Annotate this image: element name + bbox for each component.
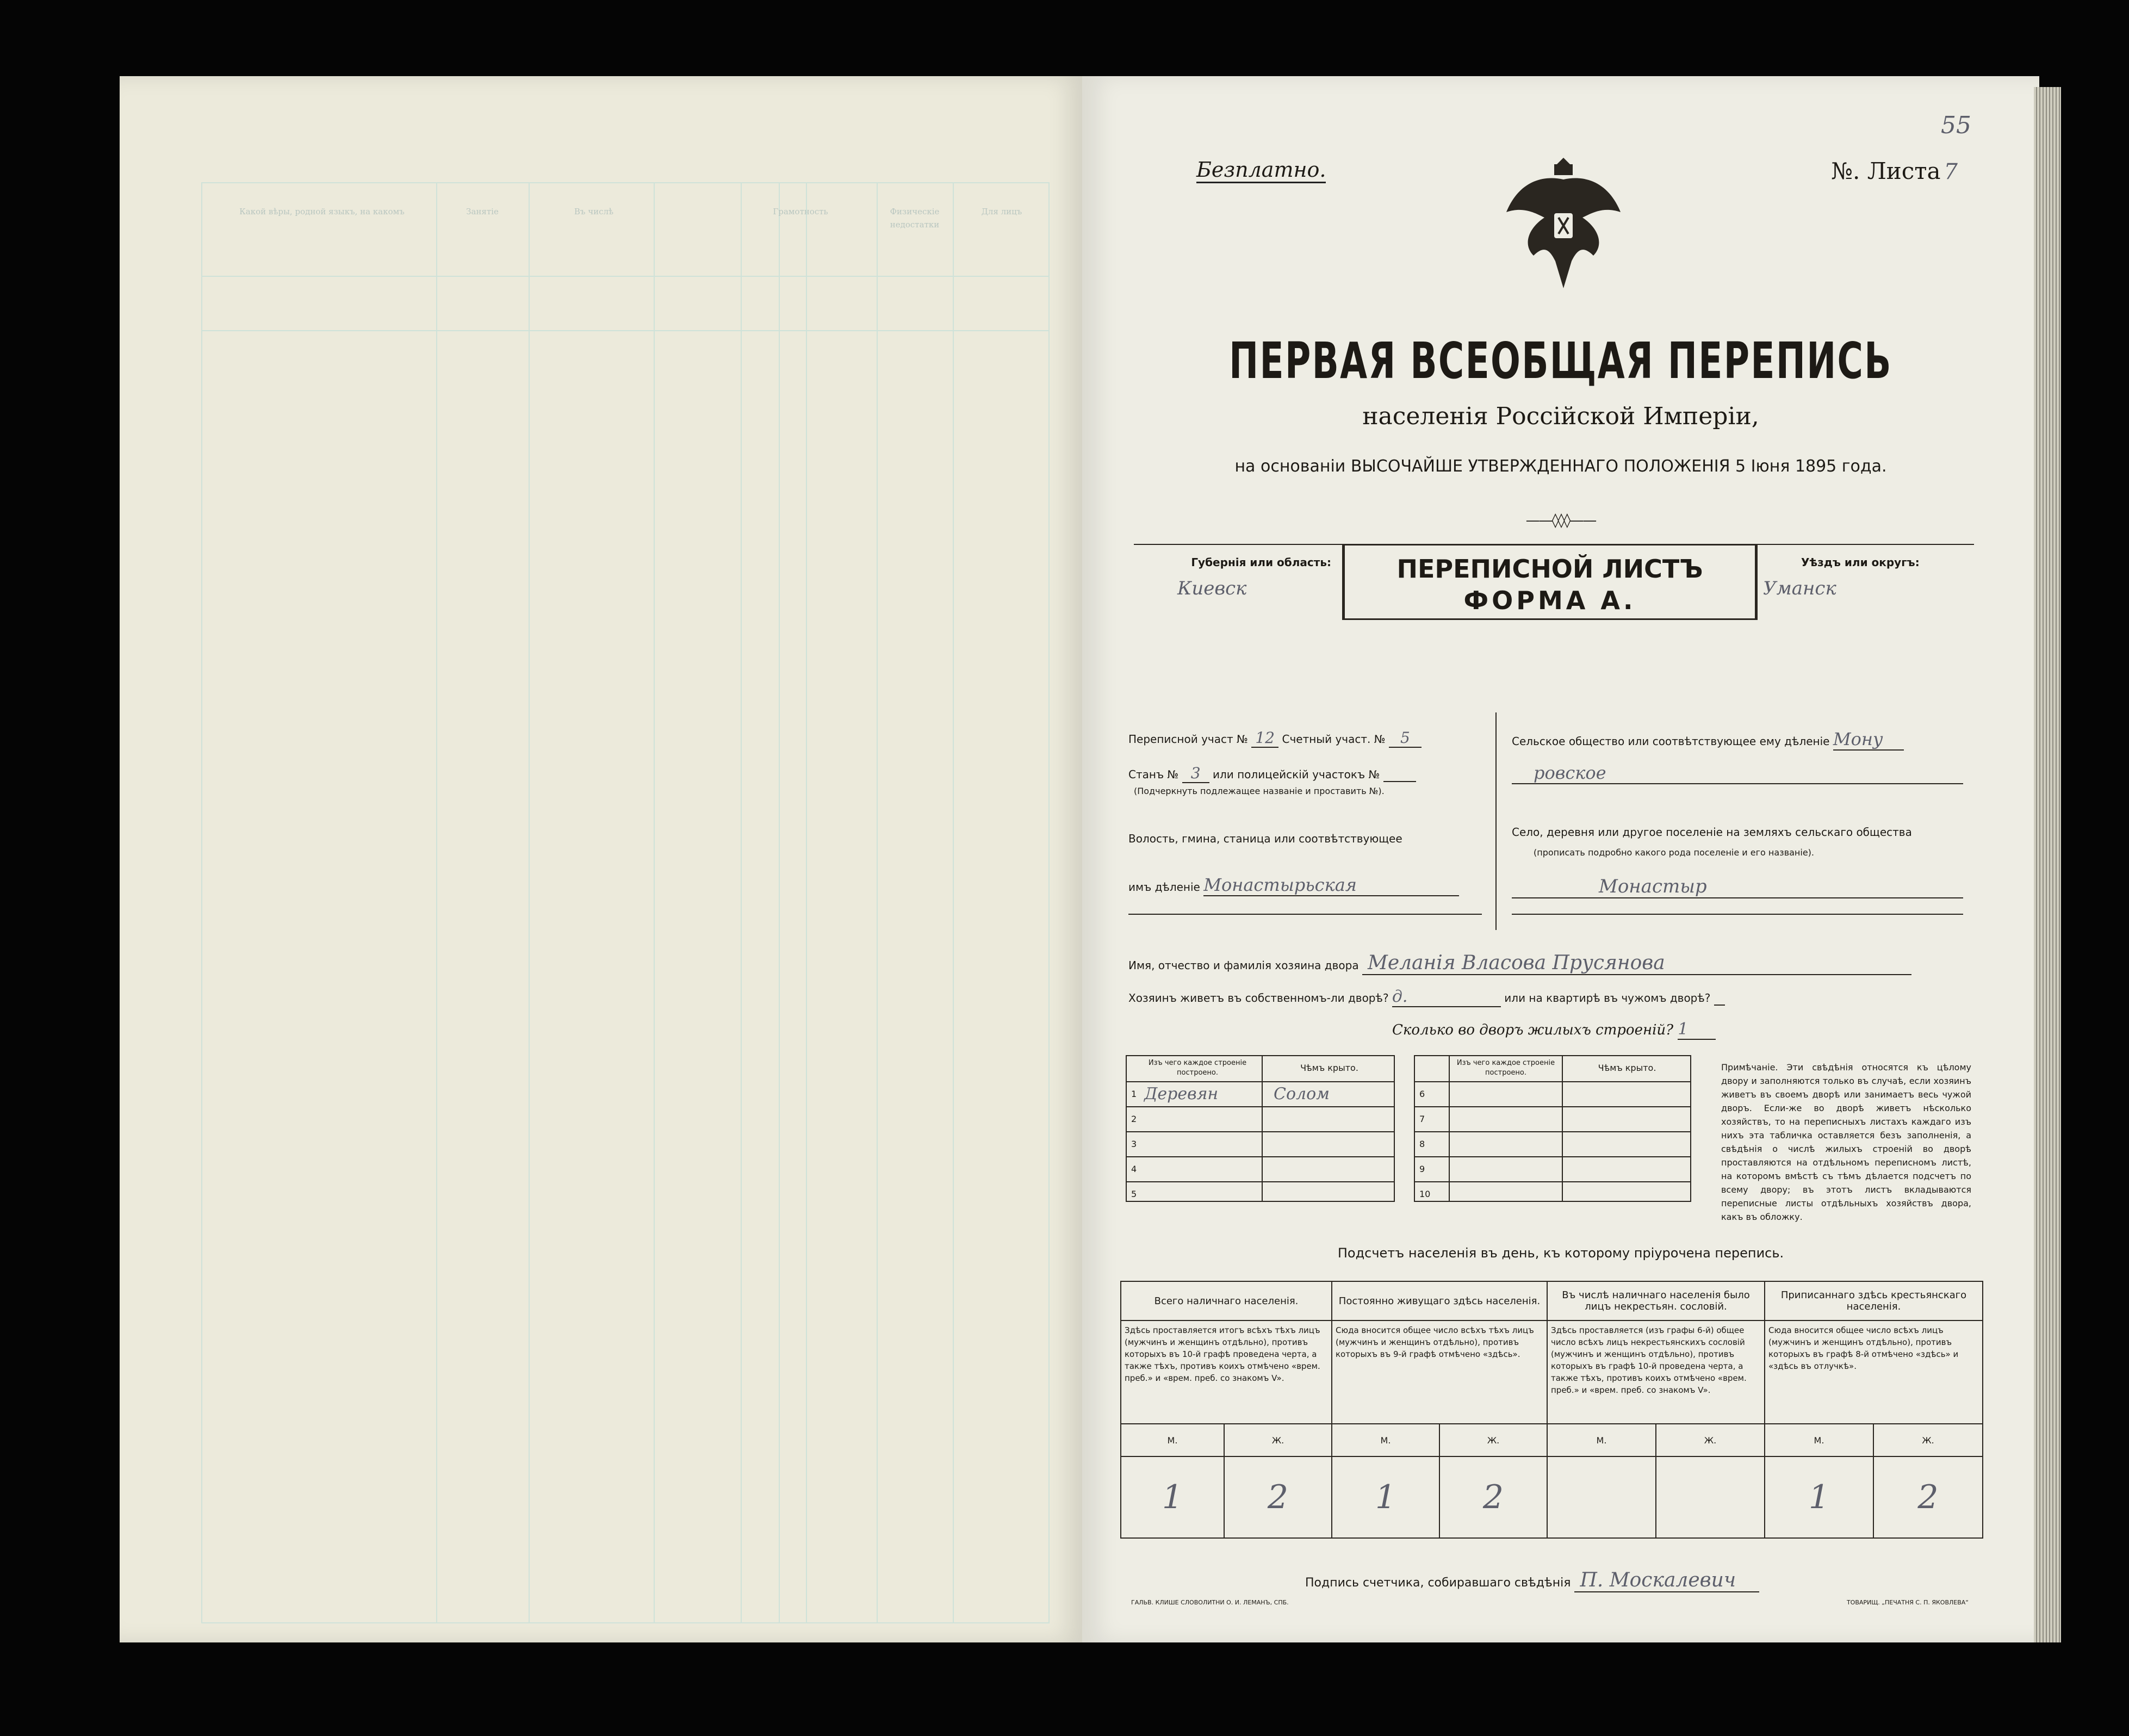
total-female-value: 2 [1224,1456,1332,1538]
grid-line [741,183,742,1622]
province-box [1134,544,1343,620]
blank-line [1512,914,1963,915]
non-peasant-male-value [1547,1456,1656,1538]
province-value: Киевск [1177,578,1247,599]
grid-line [806,183,807,1622]
own-yard-value: д. [1392,987,1501,1007]
m-label: М. [1765,1424,1873,1456]
grid-line [529,183,530,1622]
registered-male-value: 1 [1765,1456,1873,1538]
col-desc-permanent: Сюда вносится общее число всѣхъ тѣхъ лицъ (мужчинъ и женщинъ отдѣльно), противъ которыхъ въ 9-й графѣ отмѣчено «здѣсь». [1332,1320,1547,1424]
printer-right: ТОВАРИЩ. „ПЕЧАТНЯ С. П. ЯКОВЛЕВА“ [1846,1599,1969,1606]
census-area-value: 12 [1251,729,1278,748]
faint-header: Для лицъ [981,207,1022,216]
owner-label: Имя, отчество и фамилія хозяина двора [1128,959,1359,972]
note-text: Примѣчаніе. Эти свѣдѣнія относятся къ цѣлому двору и заполняются только въ случаѣ, если хозяинъ живетъ въ своемъ дворѣ или занимаетъ весь чужой дворъ. Если-же во дворѣ живетъ нѣсколько хозяйствъ, то на переписныхъ листахъ каждаго изъ нихъ эта табличка оставляется безъ заполненія, а свѣдѣнія о числѣ жилыхъ строеній во дворѣ проставляются на отдѣльномъ переписномъ листѣ, на которомъ вмѣстѣ съ тѣмъ дѣлается подсчетъ по всему двору; въ этотъ листъ вкладываются переписные листы отдѣльныхъ хозяйствъ двора, какъ въ обложку. [1721,1062,1971,1222]
table-row: 5 [1131,1189,1137,1199]
grid-line [654,183,655,1622]
free-label: Безплатно. [1196,158,1326,183]
society-value-continued: ровское [1512,762,1963,784]
faint-header: Занятіе [466,207,499,216]
volost-label: Волость, гмина, станица или соотвѣтствующее [1128,832,1402,845]
permanent-male-value: 1 [1332,1456,1439,1538]
col-built-header: Изъ чего каждое строеніе построено. [1148,1059,1247,1077]
society-value: Мону [1833,729,1904,751]
owner-field [1128,952,1911,975]
society-label: Сельское общество или соотвѣтствующее ему дѣленіе [1512,735,1830,748]
f-label: Ж. [1439,1424,1547,1456]
buildings-rows-left [1127,1082,1394,1206]
f-label: Ж. [1656,1424,1765,1456]
form-letter: ФОРМА А. [1463,586,1636,615]
faint-table-grid [201,182,1050,1623]
form-title-box [1343,544,1756,620]
grid-line [877,183,878,1622]
main-title: ПЕРВАЯ ВСЕОБЩАЯ ПЕРЕПИСЬ [1229,332,1892,390]
stan-field [1128,764,1416,783]
grid-line [953,183,954,1622]
table-row: 2 [1127,1107,1394,1132]
stan-value: 3 [1182,764,1209,783]
signature-field [1305,1569,1759,1592]
faint-header: Физическіе недостатки [890,207,940,230]
district-value: Уманск [1763,578,1836,599]
m-label: М. [1547,1424,1656,1456]
table-row: 1 Деревян Солом [1127,1082,1394,1107]
table-row: 4 [1127,1157,1394,1182]
column-divider [1495,712,1497,930]
sheet-label: №. Листа [1831,158,1941,184]
village-value: Монастыр [1512,876,1963,898]
police-label: или полицейскій участокъ № [1212,768,1380,781]
sheet-number [1831,158,1958,184]
residence-field [1128,987,1725,1007]
faint-header: Какой вѣры, родной языкъ, на какомъ [239,207,405,216]
buildings-value: 1 [1678,1020,1716,1040]
volost-value: Монастырьская [1203,875,1459,896]
page-edges [2034,87,2061,1642]
signature-label: Подпись счетчика, собиравшаго свѣдѣнія [1305,1576,1571,1590]
buildings-label: Сколько во дворъ жилыхъ строеній? [1392,1022,1674,1038]
col-head-permanent: Постоянно живущаго здѣсь населенія. [1332,1281,1547,1320]
col-desc-total: Здѣсь проставляется итогъ всѣхъ тѣхъ лицъ (мужчинъ и женщинъ отдѣльно), противъ которыхъ въ 10-й графѣ проведена черта, а также тѣхъ, противъ коихъ отмѣчено «врем. преб.» и «врем. преб. со знакомъ V». [1121,1320,1332,1424]
printer-left: ГАЛЬВ. КЛИШЕ СЛОВОЛИТНИ О. И. ЛЕМАНЪ, СПБ. [1131,1599,1289,1606]
m-label: М. [1332,1424,1439,1456]
registered-female-value: 2 [1873,1456,1983,1538]
population-title: Подсчетъ населенія въ день, къ которому пріурочена перепись. [1337,1245,1784,1261]
village-note: (прописать подробно какого рода поселеніе и его названіе). [1534,847,1814,858]
table-row: 7 [1415,1107,1690,1132]
owner-value: Меланія Власова Прусянова [1362,952,1911,975]
table-row: 9 [1415,1157,1690,1182]
faint-header: Грамотность [773,207,828,216]
left-page [120,76,1085,1642]
district-box [1756,544,1974,620]
counting-area-value: 5 [1389,729,1422,748]
district-label: Уѣздъ или округъ: [1801,556,1920,569]
census-area-field [1128,729,1422,748]
table-row: 10 [1419,1189,1431,1199]
total-male-value: 1 [1121,1456,1224,1538]
grid-line [779,183,780,1622]
blank-line [1128,914,1482,915]
buildings-table-left [1126,1055,1395,1202]
counting-area-label: Счетный участ. № [1282,733,1386,746]
society-field [1512,729,1904,751]
table-row: 6 [1415,1082,1690,1107]
col-head-total: Всего наличнаго населенія. [1121,1281,1332,1320]
form-title: ПЕРЕПИСНОЙ ЛИСТЪ [1396,554,1703,584]
table-row: 8 [1415,1132,1690,1157]
subtitle: населенія Россійской Имперіи, [1362,402,1759,430]
buildings-rows-right [1415,1082,1690,1206]
col-desc-registered: Сюда вносится общее число всѣхъ лицъ (мужчинъ и женщинъ отдѣльно), противъ которыхъ въ графѣ 8-й отмѣчено «здѣсь» и «здѣсь въ отлучкѣ». [1765,1320,1983,1424]
col-head-non-peasant: Въ числѣ наличнаго населенія было лицъ некрестьян. сословій. [1547,1281,1765,1320]
sheet-number-value: 7 [1944,159,1958,184]
signature-value: П. Москалевич [1574,1569,1759,1592]
ornament-divider: ——◊◊◊—— [1525,512,1596,529]
col-desc-non-peasant: Здѣсь проставляется (изъ графы 6-й) общее число всѣхъ лицъ некрестьянскихъ сословій (мужчинъ и женщинъ отдѣльно), противъ которыхъ въ графѣ 10-й проведена черта, а также тѣхъ, противъ коихъ отмѣчено «врем. преб.» и «врем. преб. со знакомъ V». [1547,1320,1765,1424]
province-label: Губернія или область: [1191,556,1331,569]
page-number: 55 [1941,111,1971,139]
col-head-registered: Приписаннаго здѣсь крестьянскаго населенія. [1765,1281,1983,1320]
village-label: Село, деревня или другое поселеніе на земляхъ сельскаго общества [1512,826,1912,839]
rented-label: или на квартирѣ въ чужомъ дворѣ? [1504,991,1711,1005]
stan-label: Станъ № [1128,768,1179,781]
col-built-header: Изъ чего каждое строеніе построено. [1456,1059,1555,1077]
col-roof-header: Чѣмъ крыто. [1598,1063,1656,1073]
table-row: 3 [1127,1132,1394,1157]
population-table [1120,1281,1983,1539]
buildings-field [1392,1020,1716,1040]
buildings-table-right [1414,1055,1691,1202]
non-peasant-female-value [1656,1456,1765,1538]
volost-label-2: имъ дѣленіе [1128,881,1200,894]
own-yard-label: Хозяинъ живетъ въ собственномъ-ли дворѣ? [1128,991,1389,1005]
f-label: Ж. [1224,1424,1332,1456]
permanent-female-value: 2 [1439,1456,1547,1538]
grid-line [436,183,437,1622]
f-label: Ж. [1873,1424,1983,1456]
col-roof-header: Чѣмъ крыто. [1300,1063,1358,1073]
volost-field [1128,875,1459,896]
m-label: М. [1121,1424,1224,1456]
legal-basis: на основаніи ВЫСОЧАЙШЕ УТВЕРЖДЕННАГО ПОЛОЖЕНІЯ 5 Іюня 1895 года. [1234,457,1887,476]
faint-header: Въ числѣ [574,207,614,216]
census-area-label: Переписной участ № [1128,733,1248,746]
census-form-page [1082,76,2039,1642]
stan-note: (Подчеркнуть подлежащее названіе и проставить №). [1134,786,1385,796]
imperial-eagle-emblem [1501,152,1626,294]
